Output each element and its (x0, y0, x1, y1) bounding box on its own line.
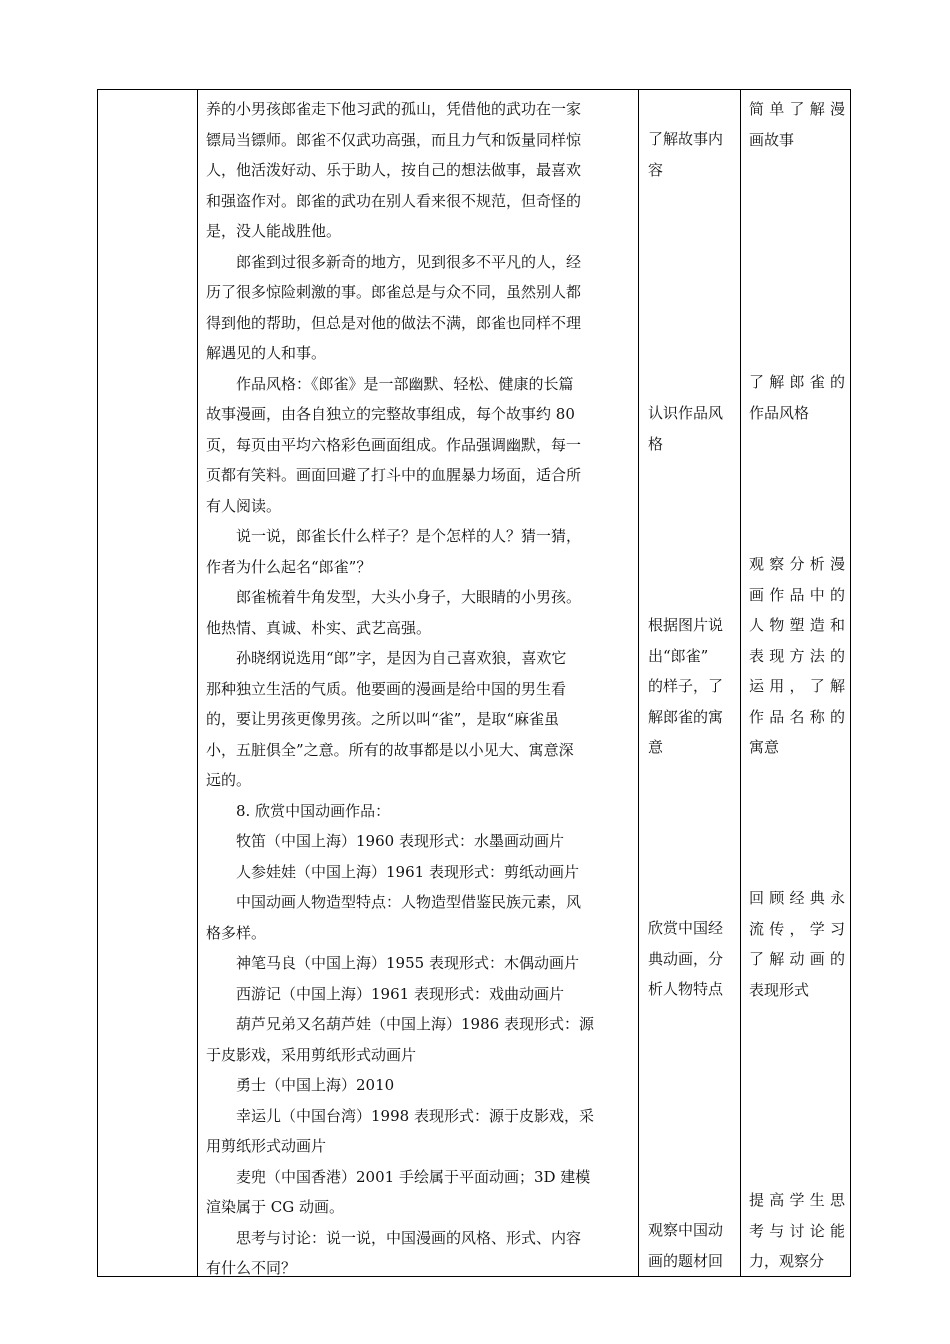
text-line: 解郎雀的寓 (648, 707, 724, 726)
text-line: 页都有笑料。画面回避了打斗中的血腥暴力场面，适合所 (206, 466, 582, 484)
text-line: 人物塑造和 (749, 616, 845, 634)
text-line: 作者为什么起名“郎雀”？ (206, 557, 372, 576)
text-line: 了解故事内 (648, 130, 724, 148)
text-line: 和强盗作对。郎雀的武功在别人看来很不规范，但奇怪的 (206, 191, 582, 210)
student-activity-3 (648, 610, 738, 763)
text-line: 容 (648, 160, 664, 179)
student-activity-2 (648, 398, 738, 459)
text-line: 作品风格 (749, 403, 810, 422)
student-activity-1 (648, 124, 738, 185)
column-divider (197, 89, 198, 1277)
column-divider (638, 89, 639, 1277)
section-heading: 8. 欣赏中国动画作品： (236, 801, 391, 820)
text-line: 根据图片说 (648, 616, 724, 634)
design-intent-5 (749, 1185, 845, 1277)
text-line: 考与讨论能 (749, 1221, 845, 1240)
student-activity-4 (648, 913, 738, 1005)
text-line: 的样子，了 (648, 677, 724, 695)
text-line: 寓意 (749, 738, 780, 756)
text-line: 西游记（中国上海）1961 表现形式：戏曲动画片 (236, 984, 564, 1003)
text-line: 作品风格：《郎雀》是一部幽默、轻松、健康的长篇 (236, 374, 574, 393)
design-intent-4 (749, 883, 845, 1005)
text-line: 观察分析漫 (749, 555, 845, 573)
text-line: 出“郎雀” (648, 646, 709, 665)
design-intent-1 (749, 94, 845, 155)
text-line: 说一说，郎雀长什么样子？是个怎样的人？猜一猜， (236, 527, 582, 545)
text-line: 人参娃娃（中国上海）1961 表现形式：剪纸动画片 (236, 862, 579, 881)
text-line: 析人物特点 (648, 980, 724, 998)
text-line: 回顾经典永 (749, 889, 845, 907)
text-line: 牧笛（中国上海）1960 表现形式：水墨画动画片 (236, 832, 564, 850)
text-line: 幸运儿（中国台湾）1998 表现形式：源于皮影戏，采 (236, 1106, 594, 1125)
text-line: 勇士（中国上海）2010 (236, 1076, 395, 1094)
text-line: 提高学生思 (749, 1191, 845, 1209)
text-line: 了解郎雀的 (749, 373, 845, 391)
text-line: 格 (648, 434, 664, 453)
text-line: 意 (648, 738, 664, 756)
text-line: 神笔马良（中国上海）1955 表现形式：木偶动画片 (236, 954, 579, 972)
text-line: 运用，了解 (749, 677, 845, 695)
text-line: 页，每页由平均六格彩色画面组成。作品强调幽默，每一 (206, 435, 582, 454)
text-line: 画的题材回 (648, 1251, 724, 1270)
text-line: 格多样。 (206, 923, 267, 942)
text-line: 简单了解漫 (749, 100, 845, 118)
text-line: 镖局当镖师。郎雀不仅武功高强，而且力气和饭量同样惊 (206, 130, 582, 149)
text-line: 画作品中的 (749, 585, 845, 604)
text-line: 郎雀梳着牛角发型，大头小身子，大眼睛的小男孩。 (236, 588, 582, 606)
text-line: 观察中国动 (648, 1221, 724, 1239)
text-line: 他热情、真诚、朴实、武艺高强。 (206, 618, 432, 637)
text-line: 表现方法的 (749, 646, 845, 665)
text-line: 得到他的帮助，但总是对他的做法不满，郎雀也同样不理 (206, 313, 582, 332)
text-line: 历了很多惊险刺激的事。郎雀总是与众不同，虽然别人都 (206, 283, 582, 301)
text-line: 思考与讨论：说一说，中国漫画的风格、形式、内容 (236, 1228, 582, 1247)
text-line: 于皮影戏，采用剪纸形式动画片 (206, 1045, 417, 1064)
text-line: 欣赏中国经 (648, 919, 724, 937)
text-line: 力，观察分 (749, 1252, 825, 1270)
text-line: 孙晓纲说选用“郎”字，是因为自己喜欢狼，喜欢它 (236, 649, 567, 667)
text-line: 那种独立生活的气质。他要画的漫画是给中国的男生看 (206, 679, 567, 698)
teaching-content-story (206, 94, 632, 1284)
text-line: 有人阅读。 (206, 496, 282, 515)
text-line: 了解动画的 (749, 950, 845, 968)
text-line: 是，没人能战胜他。 (206, 222, 342, 240)
text-line: 小，五脏俱全”之意。所有的故事都是以小见大、寓意深 (206, 740, 574, 759)
column-divider (740, 89, 741, 1277)
text-line: 葫芦兄弟又名葫芦娃（中国上海）1986 表现形式：源 (236, 1015, 594, 1033)
text-line: 郎雀到过很多新奇的地方，见到很多不平凡的人，经 (236, 252, 582, 271)
design-intent-2 (749, 367, 845, 428)
text-line: 麦兜（中国香港）2001 手绘属于平面动画；3D 建模 (236, 1167, 591, 1186)
text-line: 渲染属于 CG 动画。 (206, 1198, 344, 1216)
text-line: 人，他活泼好动、乐于助人，按自己的想法做事，最喜欢 (206, 161, 582, 179)
text-line: 典动画，分 (648, 949, 724, 968)
text-line: 作品名称的 (749, 707, 845, 726)
text-line: 养的小男孩郎雀走下他习武的孤山，凭借他的武功在一家 (206, 100, 582, 118)
design-intent-3 (749, 549, 845, 763)
text-line: 有什么不同？ (206, 1259, 297, 1277)
text-line: 故事漫画，由各自独立的完整故事组成，每个故事约 80 (206, 405, 575, 423)
text-line: 表现形式 (749, 980, 810, 999)
student-activity-5 (648, 1215, 738, 1276)
text-line: 解遇见的人和事。 (206, 344, 327, 362)
text-line: 流传，学习 (749, 919, 845, 938)
text-line: 认识作品风 (648, 404, 724, 422)
text-line: 的，要让男孩更像男孩。之所以叫“雀”，是取“麻雀虽 (206, 710, 560, 728)
text-line: 画故事 (749, 130, 795, 149)
text-line: 用剪纸形式动画片 (206, 1137, 327, 1155)
text-line: 中国动画人物造型特点：人物造型借鉴民族元素，风 (236, 893, 582, 911)
text-line: 远的。 (206, 771, 252, 789)
